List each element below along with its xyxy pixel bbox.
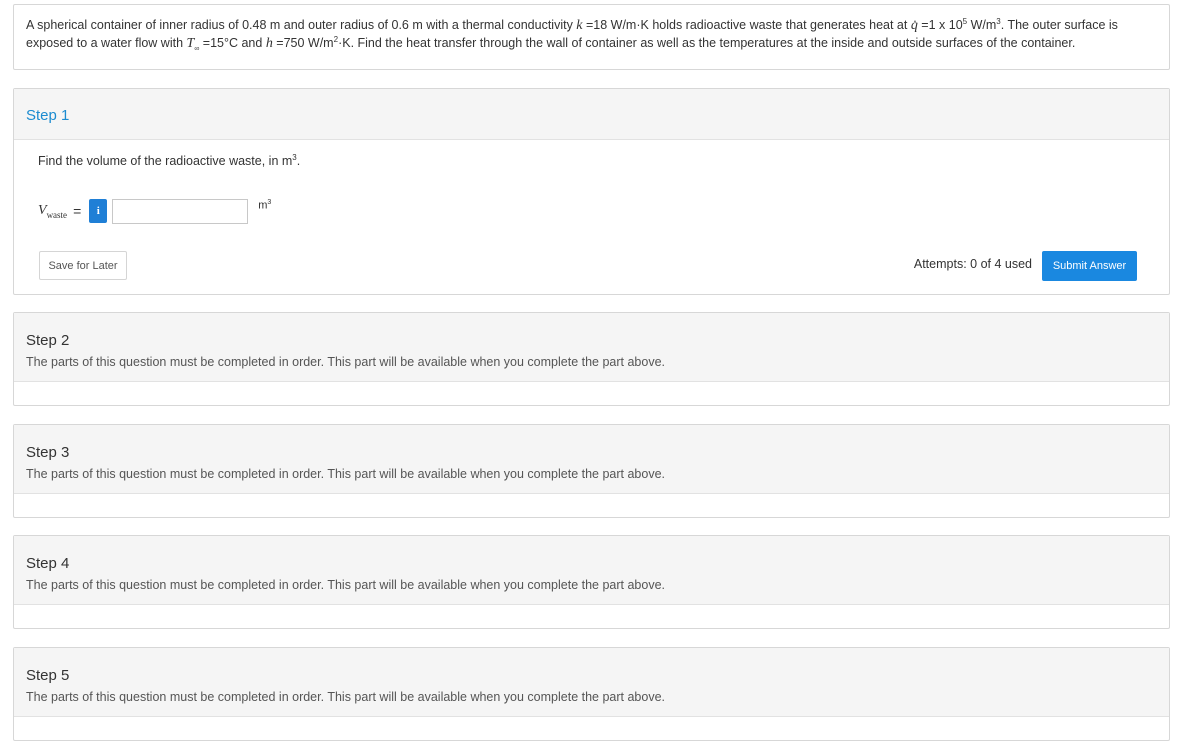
step-3-header [14, 425, 1169, 494]
step-4-panel [13, 535, 1170, 629]
problem-text: A spherical container of inner radius of 0.48 m and outer radius of 0.6 m with a thermal conductivity [26, 18, 577, 32]
attempts-counter: Attempts: 0 of 4 used [913, 257, 1032, 271]
step-3-locked-note: The parts of this question must be completed in order. This part will be available when you complete the part above. [26, 467, 666, 481]
step-5-panel [13, 647, 1170, 741]
step-5-header [14, 648, 1169, 717]
symbol-t: T [186, 35, 195, 51]
problem-text: W/m [967, 18, 997, 32]
exponent: 3 [996, 16, 1001, 26]
step-1-panel [13, 88, 1170, 295]
subscript-infinity: ∞ [194, 45, 200, 52]
prompt-exponent: 3 [292, 152, 297, 162]
problem-text: . The outer surface is exposed to a water flow with [26, 18, 1118, 50]
exponent: 5 [962, 16, 968, 26]
step-1-header [14, 89, 1169, 140]
variable-symbol: V [38, 202, 47, 218]
exponent: 2 [333, 34, 339, 44]
step-4-title: Step 4 [26, 555, 70, 572]
submit-answer-button[interactable]: Submit Answer [1042, 251, 1137, 281]
symbol-h: h [265, 35, 273, 51]
step-3-panel [13, 424, 1170, 518]
problem-text: =15°C and [199, 35, 266, 50]
problem-statement [13, 4, 1170, 70]
step-2-title: Step 2 [26, 332, 70, 349]
variable-label [38, 203, 67, 220]
step-2-header [14, 313, 1169, 382]
symbol-k: k [576, 18, 583, 33]
problem-text: ·K. Find the heat transfer through the wall of container as well as the temperatures at the inside and outside surfaces of the container. [338, 35, 1076, 50]
info-icon[interactable]: i [89, 199, 107, 223]
problem-text: =1 x 10 [917, 18, 963, 32]
step-2-locked-note: The parts of this question must be completed in order. This part will be available when you complete the part above. [26, 355, 666, 369]
step-1-title: Step 1 [26, 107, 70, 124]
answer-input[interactable] [112, 199, 248, 224]
answer-row [38, 197, 271, 225]
unit-label [258, 199, 271, 212]
step-5-title: Step 5 [26, 667, 70, 684]
variable-subscript: waste [46, 209, 68, 220]
unit-exponent: 3 [267, 199, 272, 206]
step-5-locked-note: The parts of this question must be completed in order. This part will be available when you complete the part above. [26, 690, 666, 704]
step-1-prompt [38, 154, 300, 168]
prompt-text: Find the volume of the radioactive waste, in m [38, 154, 293, 168]
step-3-title: Step 3 [26, 444, 70, 461]
prompt-text: . [296, 154, 301, 168]
step-4-locked-note: The parts of this question must be completed in order. This part will be available when you complete the part above. [26, 578, 666, 592]
step-4-header [14, 536, 1169, 605]
unit-text: m [258, 199, 268, 212]
step-2-panel [13, 312, 1170, 406]
symbol-q-dot: q̇ [910, 18, 918, 33]
problem-text: =750 W/m [272, 35, 334, 50]
equals-sign: = [73, 203, 82, 219]
problem-text: =18 W/m·K holds radioactive waste that generates heat at [582, 18, 911, 32]
save-for-later-button[interactable]: Save for Later [39, 251, 127, 280]
